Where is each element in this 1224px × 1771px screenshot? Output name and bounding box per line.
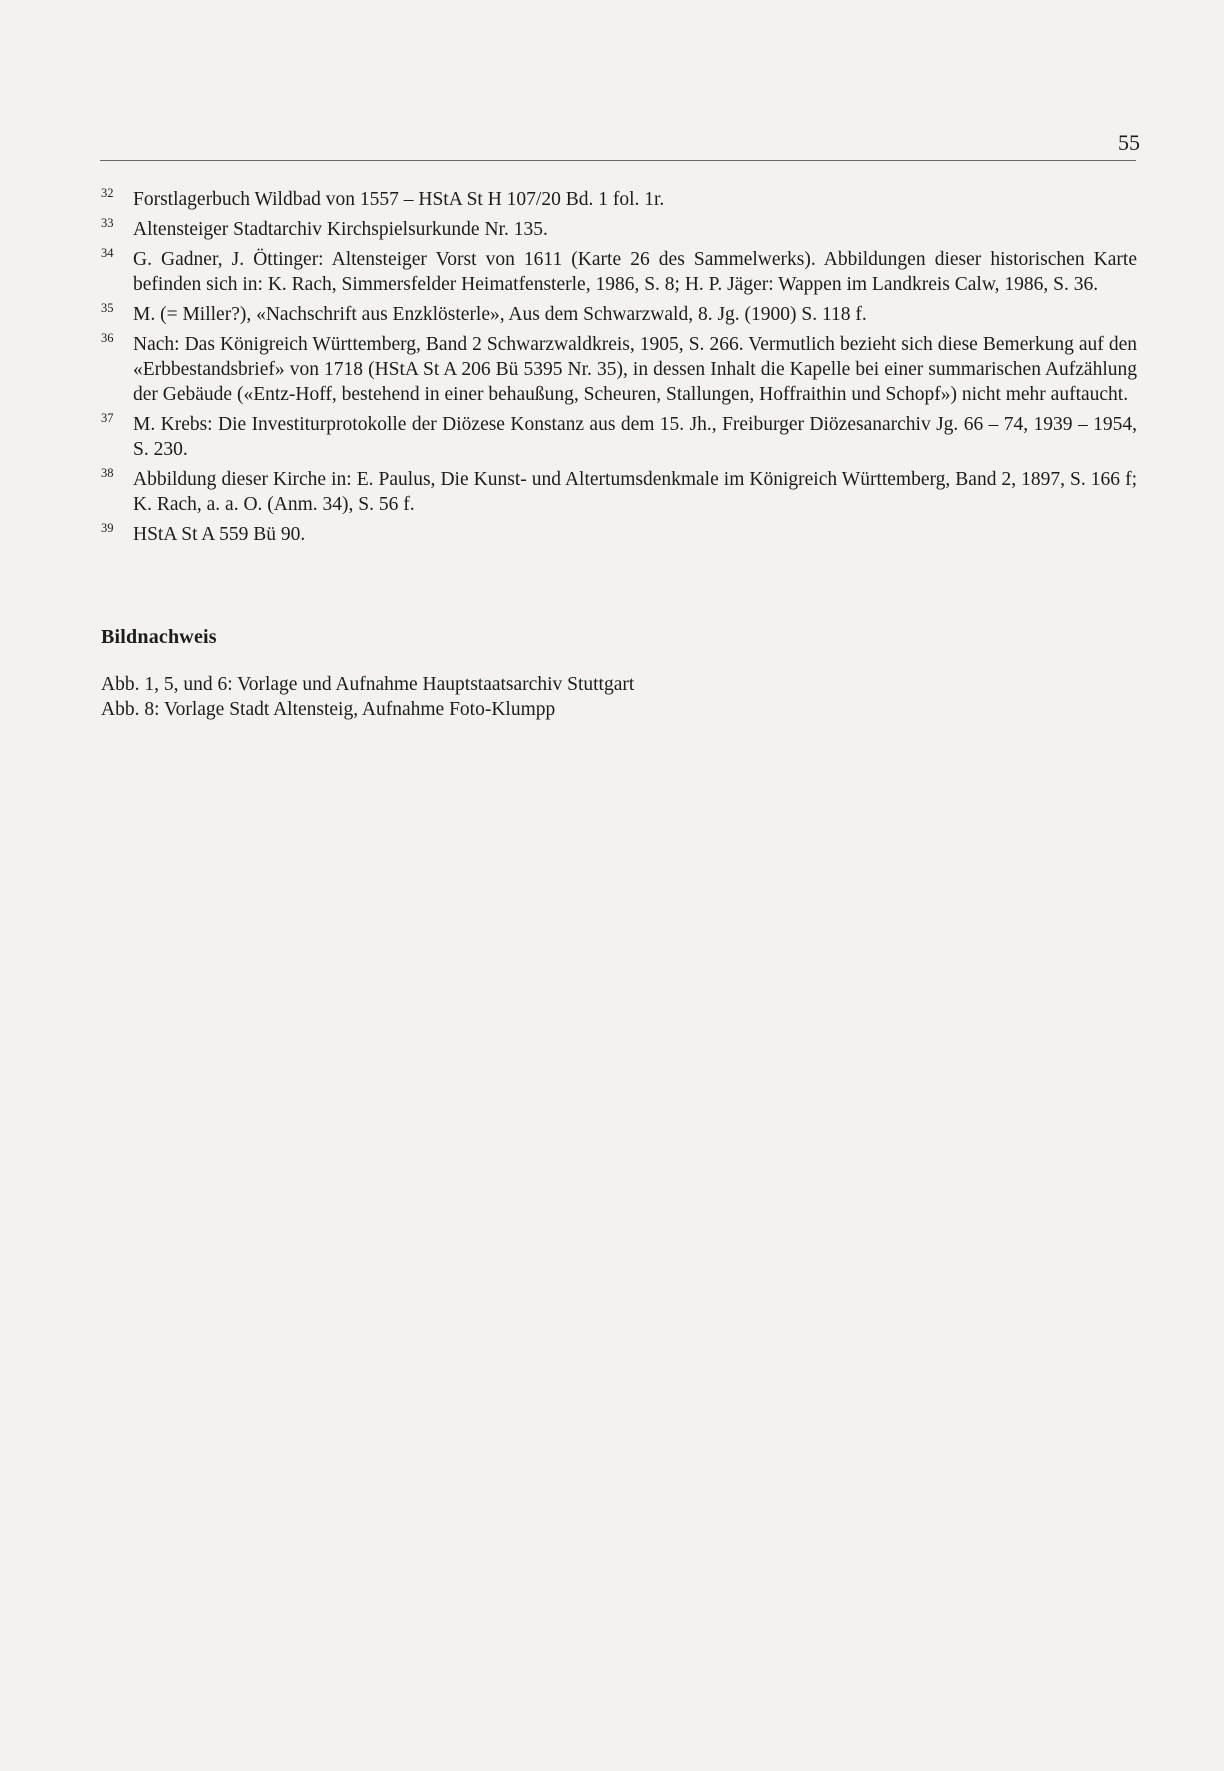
- footnote: [101, 247, 1137, 297]
- header-rule: [100, 160, 1136, 161]
- footnote-text: Nach: Das Königreich Württemberg, Band 2 Schwarzwaldkreis, 1905, S. 266. Vermutlich bezieht sich diese Bemerkung auf den «Erbbestandsbrief» von 1718 (HStA St A 206 Bü 5395 Nr. 35), in dessen Inhalt die Kapelle bei einer summarischen Aufzählung der Gebäude («Entz-Hoff, bestehend in einer behaußung, Scheuren, Stallungen, Hoffraithin und Schopf») nicht mehr auftaucht.: [133, 334, 1137, 405]
- image-credit-line: Abb. 1, 5, und 6: Vorlage und Aufnahme Hauptstaatsarchiv Stuttgart: [101, 674, 635, 695]
- footnote-list: [101, 187, 1137, 552]
- footnote-text: G. Gadner, J. Öttinger: Altensteiger Vorst von 1611 (Karte 26 des Sammelwerks). Abbildungen dieser historischen Karte befinden sich in: K. Rach, Simmersfelder Heimatfensterle, 1986, S. 8; H. P. Jäger: Wappen im Landkreis Calw, 1986, S. 36.: [133, 249, 1137, 295]
- footnote-number: 38: [101, 466, 114, 480]
- footnote-number: 35: [101, 301, 114, 315]
- footnote-number: 33: [101, 216, 114, 230]
- footnote-number: 39: [101, 521, 114, 535]
- footnote-text: Altensteiger Stadtarchiv Kirchspielsurkunde Nr. 135.: [133, 219, 548, 240]
- footnote-number: 36: [101, 331, 114, 345]
- footnote-number: 32: [101, 186, 114, 200]
- footnote: [101, 412, 1137, 462]
- footnote: [101, 302, 1137, 327]
- footnote-text: M. Krebs: Die Investiturprotokolle der Diözese Konstanz aus dem 15. Jh., Freiburger Diözesanarchiv Jg. 66 – 74, 1939 – 1954, S. 230.: [133, 414, 1137, 460]
- footnote-number: 37: [101, 411, 114, 425]
- image-credit-line: Abb. 8: Vorlage Stadt Altensteig, Aufnahme Foto-Klumpp: [101, 699, 556, 720]
- footnote-text: M. (= Miller?), «Nachschrift aus Enzklösterle», Aus dem Schwarzwald, 8. Jg. (1900) S. 118 f.: [133, 304, 867, 325]
- page-number: 55: [1118, 130, 1140, 155]
- footnote-number: 34: [101, 246, 114, 260]
- footnote: [101, 522, 1137, 547]
- footnote: [101, 467, 1137, 517]
- footnote: [101, 217, 1137, 242]
- section-title: Bildnachweis: [101, 626, 217, 648]
- footnote-text: HStA St A 559 Bü 90.: [133, 524, 306, 545]
- footnote: [101, 332, 1137, 407]
- bildnachweis-section: [101, 624, 1101, 722]
- footnote-text: Abbildung dieser Kirche in: E. Paulus, Die Kunst- und Altertumsdenkmale im Königreich Württemberg, Band 2, 1897, S. 166 f; K. Rach, a. a. O. (Anm. 34), S. 56 f.: [133, 469, 1137, 515]
- footnote: [101, 187, 1137, 212]
- footnote-text: Forstlagerbuch Wildbad von 1557 – HStA St H 107/20 Bd. 1 fol. 1r.: [133, 189, 665, 210]
